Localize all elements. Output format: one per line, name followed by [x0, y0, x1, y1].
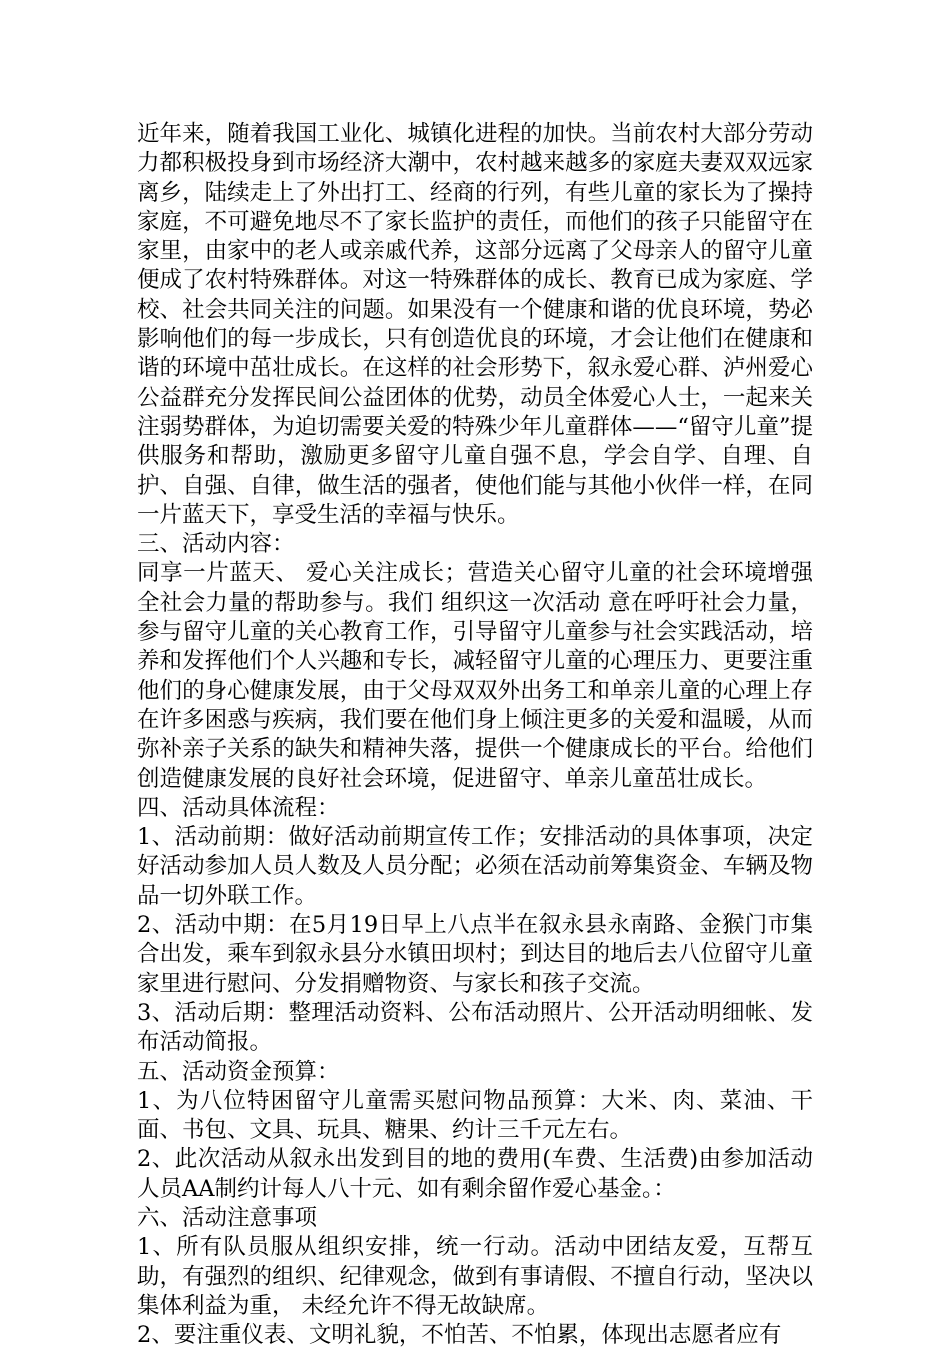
heading-notes: 六、活动注意事项 — [137, 1204, 318, 1231]
document-body — [137, 120, 813, 1350]
paragraph-process-early: 1、活动前期：做好活动前期宣传工作；安排活动的具体事项，决定好活动参加人员人数及人员分配；必须在活动前筹集资金、车辆及物品一切外联工作。 — [137, 824, 813, 909]
paragraph-budget-1: 1、为八位特困留守儿童需买慰问物品预算：大米、肉、菜油、干面、书包、文具、玩具、糖果、约计三千元左右。 — [137, 1087, 813, 1144]
paragraph-process-late: 3、活动后期：整理活动资料、公布活动照片、公开活动明细帐、发布活动简报。 — [137, 999, 813, 1056]
heading-activity-content: 三、活动内容： — [137, 531, 295, 558]
paragraph-intro: 近年来，随着我国工业化、城镇化进程的加快。当前农村大部分劳动力都积极投身到市场经济大潮中，农村越来越多的家庭夫妻双双远家离乡，陆续走上了外出打工、经商的行列，有些儿童的家长为了操持家庭，不可避免地尽不了家长监护的责任，而他们的孩子只能留守在家里，由家中的老人或亲戚代养，这部分远离了父母亲人的留守儿童便成了农村特殊群体。对这一特殊群体的成长、教育已成为家庭、学校、社会共同关注的问题。如果没有一个健康和谐的优良环境，势必影响他们的每一步成长，只有创造优良的环境，才会让他们在健康和谐的环境中茁壮成长。在这样的社会形势下，叙永爱心群、泸州爱心公益群充分发挥民间公益团体的优势，动员全体爱心人士，一起来关注弱势群体，为迫切需要关爱的特殊少年儿童群体——“留守儿童”提供服务和帮助，激励更多留守儿童自强不息，学会自学、自理、自护、自强、自律，做生活的强者，使他们能与其他小伙伴一样，在同一片蓝天下，享受生活的幸福与快乐。 — [137, 121, 813, 528]
paragraph-notes-2: 2、要注重仪表、文明礼貌，不怕苦、不怕累，体现出志愿者应有 — [137, 1322, 782, 1349]
heading-budget: 五、活动资金预算： — [137, 1058, 340, 1085]
paragraph-budget-2: 2、此次活动从叙永出发到目的地的费用(车费、生活费)由参加活动人员AA制约计每人八十元、如有剩余留作爱心基金。： — [137, 1146, 813, 1202]
paragraph-process-middle: 2、活动中期：在5月19日早上八点半在叙永县永南路、金猴门市集合出发，乘车到叙永县分水镇田坝村；到达目的地后去八位留守儿童家里进行慰问、分发捐赠物资、与家长和孩子交流。 — [137, 912, 813, 997]
paragraph-activity-content: 同享一片蓝天、 爱心关注成长；营造关心留守儿童的社会环境增强全社会力量的帮助参与。我们 组织这一次活动 意在呼吁社会力量，参与留守儿童的关心教育工作，引导留守儿童参与社会实践活动，培养和发挥他们个人兴趣和专长，减轻留守儿童的心理压力、更要注重他们的身心健康发展，由于父母双双外出务工和单亲儿童的心理上存在许多困惑与疾病，我们要在他们身上倾注更多的关爱和温暖，从而弥补亲子关系的缺失和精神失落，提供一个健康成长的平台。给他们创造健康发展的良好社会环境，促进留守、单亲儿童茁壮成长。 — [137, 560, 813, 792]
paragraph-notes-1: 1、所有队员服从组织安排，统一行动。活动中团结友爱，互帮互助，有强烈的组织、纪律观念，做到有事请假、不擅自行动，坚决以集体利益为重， 未经允许不得无故缺席。 — [137, 1234, 813, 1319]
heading-activity-process: 四、活动具体流程： — [137, 794, 340, 821]
